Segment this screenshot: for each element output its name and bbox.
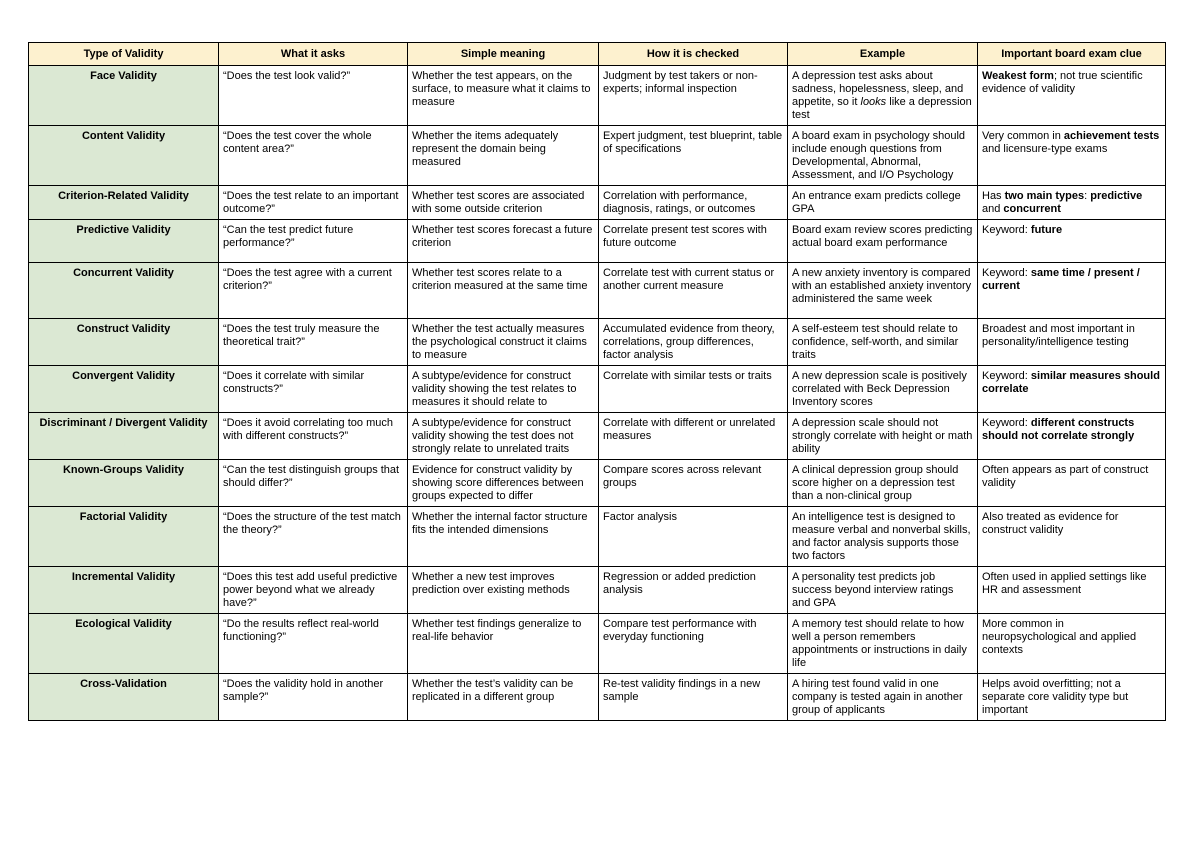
validity-type-cell: Discriminant / Divergent Validity — [29, 413, 219, 460]
board-exam-clue-cell: Also treated as evidence for construct validity — [978, 507, 1166, 567]
example-cell: Board exam review scores predicting actual board exam performance — [788, 220, 978, 263]
header-clue: Important board exam clue — [978, 43, 1166, 66]
board-exam-clue-cell: Often used in applied settings like HR and assessment — [978, 567, 1166, 614]
example-cell: An intelligence test is designed to measure verbal and nonverbal skills, and factor analysis supports those two factors — [788, 507, 978, 567]
simple-meaning-cell: A subtype/evidence for construct validity showing the test does not strongly relate to unrelated traits — [408, 413, 599, 460]
board-exam-clue-cell: Keyword: different constructs should not correlate strongly — [978, 413, 1166, 460]
simple-meaning-cell: Whether the internal factor structure fits the intended dimensions — [408, 507, 599, 567]
what-it-asks-cell: “Does the test look valid?” — [219, 66, 408, 126]
table-row — [29, 220, 1166, 263]
what-it-asks-cell: “Does the test truly measure the theoretical trait?” — [219, 319, 408, 366]
validity-type-cell: Factorial Validity — [29, 507, 219, 567]
table-row — [29, 126, 1166, 186]
simple-meaning-cell: Whether the test’s validity can be replicated in a different group — [408, 674, 599, 721]
how-checked-cell: Correlate test with current status or another current measure — [599, 263, 788, 319]
how-checked-cell: Correlate with similar tests or traits — [599, 366, 788, 413]
simple-meaning-cell: Whether a new test improves prediction over existing methods — [408, 567, 599, 614]
what-it-asks-cell: “Does this test add useful predictive power beyond what we already have?” — [219, 567, 408, 614]
header-meaning: Simple meaning — [408, 43, 599, 66]
board-exam-clue-cell: Weakest form; not true scientific evidence of validity — [978, 66, 1166, 126]
how-checked-cell: Correlate present test scores with future outcome — [599, 220, 788, 263]
how-checked-cell: Correlate with different or unrelated measures — [599, 413, 788, 460]
validity-type-cell: Construct Validity — [29, 319, 219, 366]
board-exam-clue-cell: More common in neuropsychological and applied contexts — [978, 614, 1166, 674]
what-it-asks-cell: “Does it avoid correlating too much with different constructs?” — [219, 413, 408, 460]
board-exam-clue-cell: Keyword: similar measures should correlate — [978, 366, 1166, 413]
board-exam-clue-cell: Very common in achievement tests and licensure-type exams — [978, 126, 1166, 186]
validity-type-cell: Criterion-Related Validity — [29, 186, 219, 220]
header-example: Example — [788, 43, 978, 66]
table-row — [29, 186, 1166, 220]
what-it-asks-cell: “Does the test relate to an important outcome?” — [219, 186, 408, 220]
table-row — [29, 614, 1166, 674]
header-type: Type of Validity — [29, 43, 219, 66]
table-row — [29, 413, 1166, 460]
simple-meaning-cell: Whether test scores relate to a criterion measured at the same time — [408, 263, 599, 319]
table-row — [29, 66, 1166, 126]
validity-type-cell: Concurrent Validity — [29, 263, 219, 319]
how-checked-cell: Compare test performance with everyday functioning — [599, 614, 788, 674]
example-cell: A self-esteem test should relate to confidence, self-worth, and similar traits — [788, 319, 978, 366]
example-cell: A new anxiety inventory is compared with an established anxiety inventory administered the same week — [788, 263, 978, 319]
validity-type-cell: Known-Groups Validity — [29, 460, 219, 507]
validity-type-cell: Convergent Validity — [29, 366, 219, 413]
simple-meaning-cell: Whether the items adequately represent the domain being measured — [408, 126, 599, 186]
what-it-asks-cell: “Can the test distinguish groups that should differ?” — [219, 460, 408, 507]
board-exam-clue-cell: Has two main types: predictive and concurrent — [978, 186, 1166, 220]
header-asks: What it asks — [219, 43, 408, 66]
what-it-asks-cell: “Does the validity hold in another sample?” — [219, 674, 408, 721]
header-checked: How it is checked — [599, 43, 788, 66]
table-row — [29, 507, 1166, 567]
validity-type-cell: Incremental Validity — [29, 567, 219, 614]
table-row — [29, 263, 1166, 319]
example-cell: A personality test predicts job success beyond interview ratings and GPA — [788, 567, 978, 614]
example-cell: A new depression scale is positively correlated with Beck Depression Inventory scores — [788, 366, 978, 413]
what-it-asks-cell: “Do the results reflect real-world functioning?” — [219, 614, 408, 674]
table-row — [29, 674, 1166, 721]
what-it-asks-cell: “Does the test cover the whole content area?” — [219, 126, 408, 186]
what-it-asks-cell: “Does it correlate with similar constructs?” — [219, 366, 408, 413]
simple-meaning-cell: Whether test scores are associated with some outside criterion — [408, 186, 599, 220]
validity-type-cell: Face Validity — [29, 66, 219, 126]
validity-type-cell: Content Validity — [29, 126, 219, 186]
how-checked-cell: Regression or added prediction analysis — [599, 567, 788, 614]
example-cell: An entrance exam predicts college GPA — [788, 186, 978, 220]
example-cell: A clinical depression group should score higher on a depression test than a non-clinical group — [788, 460, 978, 507]
board-exam-clue-cell: Often appears as part of construct validity — [978, 460, 1166, 507]
validity-type-cell: Cross-Validation — [29, 674, 219, 721]
how-checked-cell: Expert judgment, test blueprint, table of specifications — [599, 126, 788, 186]
simple-meaning-cell: Whether the test actually measures the psychological construct it claims to measure — [408, 319, 599, 366]
validity-type-cell: Predictive Validity — [29, 220, 219, 263]
table-row — [29, 319, 1166, 366]
board-exam-clue-cell: Keyword: same time / present / current — [978, 263, 1166, 319]
how-checked-cell: Judgment by test takers or non-experts; informal inspection — [599, 66, 788, 126]
example-cell: A board exam in psychology should include enough questions from Developmental, Abnormal, Assessment, and I/O Psychology — [788, 126, 978, 186]
example-cell: A depression scale should not strongly correlate with height or math ability — [788, 413, 978, 460]
what-it-asks-cell: “Does the test agree with a current criterion?” — [219, 263, 408, 319]
how-checked-cell: Correlation with performance, diagnosis, ratings, or outcomes — [599, 186, 788, 220]
header-row — [29, 43, 1166, 66]
validity-table — [28, 42, 1166, 721]
table-row — [29, 460, 1166, 507]
board-exam-clue-cell: Helps avoid overfitting; not a separate core validity type but important — [978, 674, 1166, 721]
table-body — [29, 66, 1166, 721]
what-it-asks-cell: “Can the test predict future performance?” — [219, 220, 408, 263]
simple-meaning-cell: Evidence for construct validity by showing score differences between groups expected to differ — [408, 460, 599, 507]
how-checked-cell: Accumulated evidence from theory, correlations, group differences, factor analysis — [599, 319, 788, 366]
simple-meaning-cell: A subtype/evidence for construct validity showing the test relates to measures it should relate to — [408, 366, 599, 413]
how-checked-cell: Factor analysis — [599, 507, 788, 567]
validity-type-cell: Ecological Validity — [29, 614, 219, 674]
table-row — [29, 567, 1166, 614]
example-cell: A hiring test found valid in one company is tested again in another group of applicants — [788, 674, 978, 721]
table-row — [29, 366, 1166, 413]
simple-meaning-cell: Whether test scores forecast a future criterion — [408, 220, 599, 263]
board-exam-clue-cell: Keyword: future — [978, 220, 1166, 263]
example-cell: A memory test should relate to how well a person remembers appointments or instructions in daily life — [788, 614, 978, 674]
what-it-asks-cell: “Does the structure of the test match the theory?” — [219, 507, 408, 567]
simple-meaning-cell: Whether the test appears, on the surface, to measure what it claims to measure — [408, 66, 599, 126]
example-cell: A depression test asks about sadness, hopelessness, sleep, and appetite, so it looks like a depression test — [788, 66, 978, 126]
how-checked-cell: Re-test validity findings in a new sample — [599, 674, 788, 721]
how-checked-cell: Compare scores across relevant groups — [599, 460, 788, 507]
board-exam-clue-cell: Broadest and most important in personality/intelligence testing — [978, 319, 1166, 366]
simple-meaning-cell: Whether test findings generalize to real-life behavior — [408, 614, 599, 674]
